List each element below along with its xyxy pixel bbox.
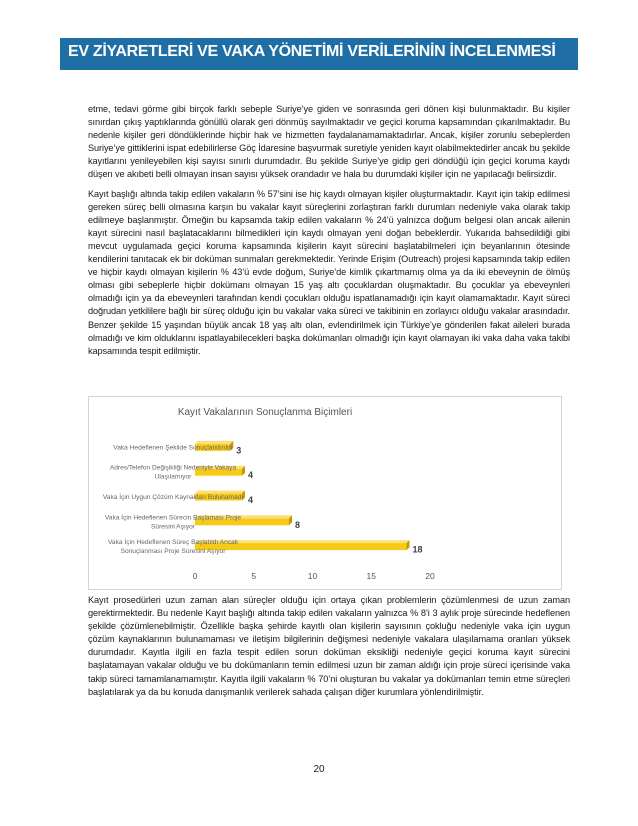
chart-container — [88, 396, 562, 590]
page-number: 20 — [313, 764, 325, 775]
section-title: EV ZİYARETLERİ VE VAKA YÖNETİMİ VERİLERİNİN İNCELENMESİ — [68, 43, 556, 60]
paragraph: Kayıt başlığı altında takip edilen vakaların % 57’sini ise hiç kaydı olmayan kişiler oluşturmaktadır. Kayıt için takip edilmesi gereken süreç belli olmasına karşın bu vakalar kayıt süreçlerini zorlaştıran farklı durumları nedeniyle vaka olarak takip edilmeye başlanmıştır. Örneğin bu kapsamda takip edilen vakaların % 24’ü yalnızca doğum belgesi olan ancak ailenin kayıt sürecini nasıl başlatacaklarını bilmedikleri için kaydı olmayan yeni doğan bebeklerdir. Yukarıda bahsedildiği gibi mevcut uygulamada geçici koruma kapsamında kişilerin kayıt sürecini başlatabilmeleri için beyanlarının ötesinde kendilerini tanıtacak ek bir doküman sunmaları gerekmektedir. Yerinde Erişim (Outreach) projesi kapsamında takip edilen ve hiçbir kaydı olmayan kişilerin % 43’ü evde doğum, Suriye’de kimlik çıkartmamış olma ya da iki ebeveynin de ölmüş olması gibi sebeplerle hiçbir dokümanı olmayan 15 yaş altı çocuklardan oluşmaktadır. Bu çocuklar ya ebeveynleri olmadığı için ya da ebeveynleri tarafından kendi çocukları olduğu ispatlanamadığı için kayıt olamamaktadır. Kayıt süreci doğrudan yetkililere bağlı bir süreç olduğu için bu vakalar vaka süreci ve takibinin en zorlayıcı olduğu vakalar arasındadır. Benzer şekilde 15 yaşından büyük ancak 18 yaş altı olan, evlendirilmek için Türkiye’ye gönderilen fakat aileleri burada olmadığı ve kim olduklarını ispatlayabilecekleri başka dokümanları olmadığı için kayıt olamayan iki vaka daha vaka takibi kapsamında tespit edilmiştir. — [88, 188, 570, 356]
x-tick-label: 20 — [425, 571, 435, 581]
x-tick-label: 15 — [366, 571, 376, 581]
paragraph: etme, tedavi görme gibi birçok farklı sebeple Suriye’ye giden ve sonrasında geri dönen kişi bulunmaktadır. Bu kişiler sınırdan çıkış yaptıklarında gönüllü olarak geri dönmüş sayılmaktadır ve geçici koruma kapsamından çıkarılmaktadır. Bu nedenle kişiler geri döndüklerinde hiçbir hak ve hizmetten faydalanamamaktadırlar. Ancak, kişiler zorunlu sebeplerden Suriye’ye gittiklerini ispat edebilirlerse Göç İdaresine başvurmak suretiyle yeniden kayıt olabilmektedirler ancak bu şekilde kayıtlarını yenileyebilen kişi sayısı sınırlı durumdadır. Bu şekilde Suriye’ye gidip geri döndüğü için geçici koruma kaydı düşen ve akıbeti belli olmayan insan sayısı yüksek orandadır ve hala bu durumdaki kişiler için ne yapılacağı belirsizdir. — [88, 104, 570, 180]
category-label: Adres/Telefon Değişikliği Nedeniyle Vakaya Ulaşılamıyor — [109, 464, 237, 481]
chart-title: Kayıt Vakalarının Sonuçlanma Biçimleri — [177, 407, 353, 418]
bar-chart — [89, 397, 561, 589]
category-label: Vaka İçin Hedeflenen Süreç Başlatıldı Ancak Sonuçlanması Proje Süresini Aşıyor — [108, 539, 238, 556]
paragraph: Kayıt prosedürleri uzun zaman alan süreçler olduğu için ortaya çıkan problemlerin çözümlenmesi de uzun zaman gerektirmektedir. Bu nedenle Kayıt başlığı altında takip edilen vakaların yalnızca % 8’i 3 aylık proje sürecinde hedeflenen şekilde çözümlenebilmiştir. Özellikle başka şehirde kayıtlı olan kişilerin sayısının çokluğu nedeniyle vaka için uygun çözüm kaynaklarının bulunamaması ve iletişim bilgilerinin değişmesi nedeniyle vakalara ulaşılamama oranları yüksek durumdadır. Kayıtla ilgili en fazla tespit edilen sorun doküman eksikliği nedeniyle geçici koruma kayıt sürecini başlatamayan vakalar olduğu ve bu dokümanların temin edilmesi uzun bir zaman aldığı için proje süreci içerisinde vaka takip süreci tamamlanamamıştır. Kayıtla ilgili vakaların % 70’ni oluşturan bu vakalar ya dokümanları temin etme süreçleri başlatılarak ya da bu konuda danışmanlık verilerek sahada çalışan diğer kurumlara yönlendirilmiştir. — [88, 595, 570, 697]
x-tick-label: 10 — [307, 571, 318, 581]
bar-value-label: 4 — [248, 495, 254, 505]
x-tick-label: 0 — [192, 571, 198, 581]
category-label: Vaka Hedeflenen Şekilde Sonuçlandırıldı — [113, 444, 233, 452]
bar-value-label: 3 — [236, 445, 242, 456]
section-header-banner — [60, 38, 578, 70]
category-label: Vaka İçin Uygun Çözüm Kaynakları Bulunamadı — [102, 494, 244, 501]
bar-value-label: 8 — [295, 519, 301, 530]
body-text-top — [88, 103, 570, 364]
x-tick-label: 5 — [251, 571, 257, 581]
bar-value-label: 18 — [412, 544, 423, 555]
bar-value-label: 4 — [248, 470, 254, 481]
body-text-bottom — [88, 594, 570, 705]
category-label: Vaka İçin Hedeflenen Sürecin Başlaması Proje Süresini Aşıyor — [104, 514, 242, 531]
